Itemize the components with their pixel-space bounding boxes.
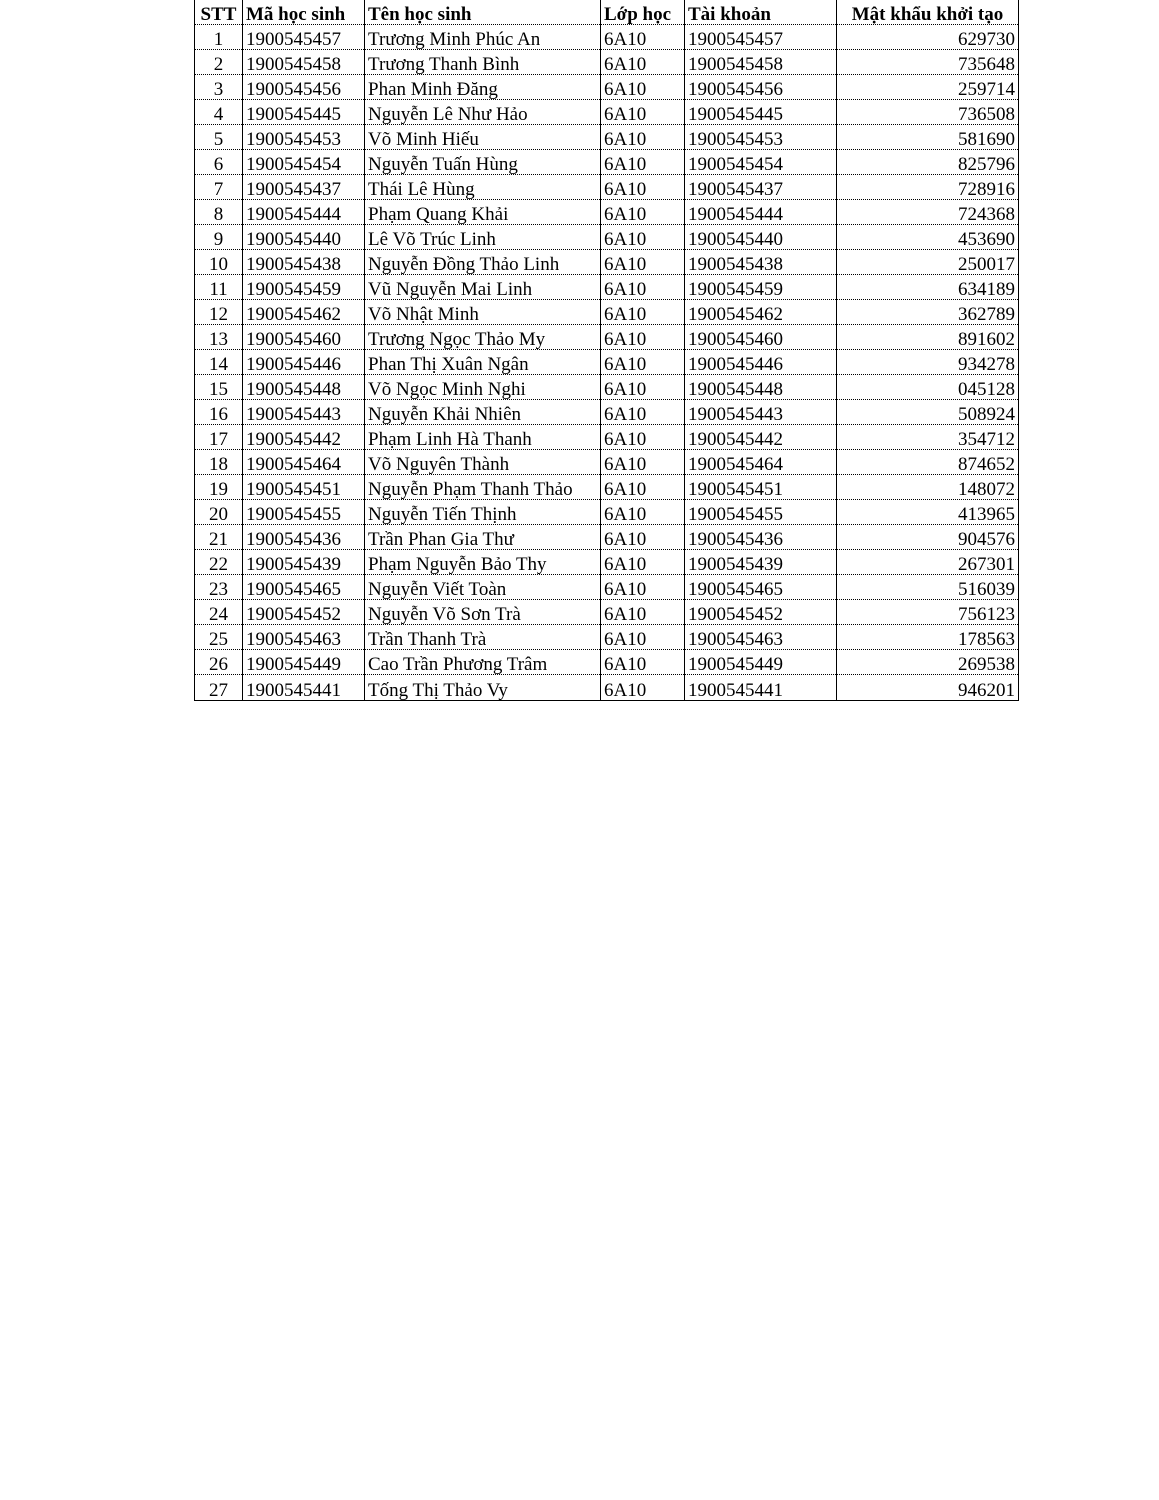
cell-student-name: Thái Lê Hùng <box>365 175 601 200</box>
cell-account: 1900545456 <box>685 75 837 100</box>
student-account-table <box>194 0 1019 701</box>
cell-student-code: 1900545464 <box>243 450 365 475</box>
cell-student-name: Trần Thanh Trà <box>365 625 601 650</box>
cell-initial-password: 267301 <box>837 550 1019 575</box>
cell-account: 1900545437 <box>685 175 837 200</box>
cell-student-code: 1900545453 <box>243 125 365 150</box>
cell-initial-password: 891602 <box>837 325 1019 350</box>
cell-initial-password: 269538 <box>837 650 1019 675</box>
cell-student-name: Nguyễn Tuấn Hùng <box>365 150 601 175</box>
cell-student-name: Nguyễn Khải Nhiên <box>365 400 601 425</box>
cell-initial-password: 874652 <box>837 450 1019 475</box>
cell-student-name: Võ Minh Hiếu <box>365 125 601 150</box>
table-row <box>195 450 1019 475</box>
cell-class: 6A10 <box>601 450 685 475</box>
table-row <box>195 125 1019 150</box>
cell-initial-password: 825796 <box>837 150 1019 175</box>
cell-student-code: 1900545441 <box>243 675 365 701</box>
cell-class: 6A10 <box>601 200 685 225</box>
table-row <box>195 650 1019 675</box>
cell-stt: 4 <box>195 100 243 125</box>
cell-account: 1900545448 <box>685 375 837 400</box>
cell-student-code: 1900545446 <box>243 350 365 375</box>
table-row <box>195 675 1019 701</box>
cell-account: 1900545445 <box>685 100 837 125</box>
table-row <box>195 50 1019 75</box>
cell-student-code: 1900545448 <box>243 375 365 400</box>
cell-initial-password: 178563 <box>837 625 1019 650</box>
cell-class: 6A10 <box>601 575 685 600</box>
cell-stt: 27 <box>195 675 243 701</box>
table-row <box>195 375 1019 400</box>
cell-account: 1900545440 <box>685 225 837 250</box>
cell-account: 1900545460 <box>685 325 837 350</box>
table-row <box>195 600 1019 625</box>
cell-stt: 10 <box>195 250 243 275</box>
table-row <box>195 275 1019 300</box>
cell-class: 6A10 <box>601 275 685 300</box>
cell-student-name: Phạm Quang Khải <box>365 200 601 225</box>
cell-stt: 26 <box>195 650 243 675</box>
cell-stt: 17 <box>195 425 243 450</box>
table-row <box>195 75 1019 100</box>
cell-class: 6A10 <box>601 500 685 525</box>
header-stt: STT <box>195 0 243 25</box>
cell-initial-password: 728916 <box>837 175 1019 200</box>
cell-student-code: 1900545443 <box>243 400 365 425</box>
table-row <box>195 350 1019 375</box>
header-row <box>195 0 1019 25</box>
table-row <box>195 625 1019 650</box>
cell-class: 6A10 <box>601 225 685 250</box>
cell-stt: 5 <box>195 125 243 150</box>
cell-initial-password: 148072 <box>837 475 1019 500</box>
cell-account: 1900545436 <box>685 525 837 550</box>
table-row <box>195 150 1019 175</box>
cell-account: 1900545462 <box>685 300 837 325</box>
cell-account: 1900545459 <box>685 275 837 300</box>
cell-class: 6A10 <box>601 150 685 175</box>
cell-initial-password: 354712 <box>837 425 1019 450</box>
cell-stt: 16 <box>195 400 243 425</box>
cell-student-code: 1900545452 <box>243 600 365 625</box>
cell-student-code: 1900545460 <box>243 325 365 350</box>
cell-account: 1900545458 <box>685 50 837 75</box>
cell-account: 1900545455 <box>685 500 837 525</box>
cell-stt: 7 <box>195 175 243 200</box>
cell-stt: 9 <box>195 225 243 250</box>
cell-student-name: Tống Thị Thảo Vy <box>365 675 601 701</box>
cell-student-name: Trương Thanh Bình <box>365 50 601 75</box>
cell-account: 1900545443 <box>685 400 837 425</box>
cell-initial-password: 413965 <box>837 500 1019 525</box>
cell-class: 6A10 <box>601 325 685 350</box>
cell-account: 1900545441 <box>685 675 837 701</box>
table-row <box>195 100 1019 125</box>
cell-account: 1900545453 <box>685 125 837 150</box>
cell-student-code: 1900545444 <box>243 200 365 225</box>
table-row <box>195 400 1019 425</box>
cell-stt: 13 <box>195 325 243 350</box>
cell-stt: 15 <box>195 375 243 400</box>
header-student-code: Mã học sinh <box>243 0 365 25</box>
cell-initial-password: 756123 <box>837 600 1019 625</box>
cell-class: 6A10 <box>601 675 685 701</box>
cell-stt: 14 <box>195 350 243 375</box>
header-class: Lớp học <box>601 0 685 25</box>
cell-student-code: 1900545442 <box>243 425 365 450</box>
cell-initial-password: 508924 <box>837 400 1019 425</box>
cell-stt: 8 <box>195 200 243 225</box>
table-row <box>195 200 1019 225</box>
cell-student-name: Võ Nhật Minh <box>365 300 601 325</box>
cell-stt: 2 <box>195 50 243 75</box>
table-row <box>195 525 1019 550</box>
cell-initial-password: 724368 <box>837 200 1019 225</box>
cell-stt: 12 <box>195 300 243 325</box>
cell-initial-password: 453690 <box>837 225 1019 250</box>
cell-account: 1900545452 <box>685 600 837 625</box>
cell-initial-password: 362789 <box>837 300 1019 325</box>
cell-stt: 1 <box>195 25 243 50</box>
cell-initial-password: 629730 <box>837 25 1019 50</box>
cell-stt: 19 <box>195 475 243 500</box>
cell-student-name: Phan Minh Đăng <box>365 75 601 100</box>
cell-class: 6A10 <box>601 125 685 150</box>
cell-stt: 25 <box>195 625 243 650</box>
cell-stt: 20 <box>195 500 243 525</box>
cell-stt: 6 <box>195 150 243 175</box>
cell-stt: 21 <box>195 525 243 550</box>
cell-initial-password: 516039 <box>837 575 1019 600</box>
cell-student-code: 1900545454 <box>243 150 365 175</box>
cell-student-name: Lê Võ Trúc Linh <box>365 225 601 250</box>
cell-class: 6A10 <box>601 425 685 450</box>
cell-account: 1900545451 <box>685 475 837 500</box>
cell-stt: 23 <box>195 575 243 600</box>
cell-student-name: Trần Phan Gia Thư <box>365 525 601 550</box>
header-account: Tài khoản <box>685 0 837 25</box>
cell-student-name: Nguyễn Phạm Thanh Thảo <box>365 475 601 500</box>
cell-student-name: Võ Ngọc Minh Nghi <box>365 375 601 400</box>
cell-class: 6A10 <box>601 625 685 650</box>
table-body <box>195 25 1019 701</box>
cell-class: 6A10 <box>601 550 685 575</box>
cell-stt: 24 <box>195 600 243 625</box>
cell-initial-password: 735648 <box>837 50 1019 75</box>
cell-account: 1900545465 <box>685 575 837 600</box>
cell-student-code: 1900545462 <box>243 300 365 325</box>
cell-account: 1900545463 <box>685 625 837 650</box>
cell-class: 6A10 <box>601 350 685 375</box>
cell-student-code: 1900545437 <box>243 175 365 200</box>
cell-initial-password: 934278 <box>837 350 1019 375</box>
cell-student-code: 1900545457 <box>243 25 365 50</box>
cell-class: 6A10 <box>601 50 685 75</box>
cell-student-name: Võ Nguyên Thành <box>365 450 601 475</box>
cell-class: 6A10 <box>601 250 685 275</box>
cell-class: 6A10 <box>601 400 685 425</box>
table-row <box>195 550 1019 575</box>
cell-student-name: Trương Minh Phúc An <box>365 25 601 50</box>
table-row <box>195 250 1019 275</box>
cell-student-code: 1900545439 <box>243 550 365 575</box>
cell-student-code: 1900545451 <box>243 475 365 500</box>
cell-student-code: 1900545436 <box>243 525 365 550</box>
table-row <box>195 25 1019 50</box>
table-header <box>195 0 1019 25</box>
cell-student-code: 1900545438 <box>243 250 365 275</box>
table-row <box>195 575 1019 600</box>
cell-class: 6A10 <box>601 600 685 625</box>
cell-account: 1900545464 <box>685 450 837 475</box>
cell-account: 1900545457 <box>685 25 837 50</box>
cell-student-code: 1900545458 <box>243 50 365 75</box>
cell-student-name: Nguyễn Lê Như Hảo <box>365 100 601 125</box>
cell-stt: 11 <box>195 275 243 300</box>
cell-initial-password: 581690 <box>837 125 1019 150</box>
cell-stt: 18 <box>195 450 243 475</box>
cell-student-name: Cao Trần Phương Trâm <box>365 650 601 675</box>
cell-student-name: Phạm Linh Hà Thanh <box>365 425 601 450</box>
cell-student-code: 1900545449 <box>243 650 365 675</box>
cell-account: 1900545442 <box>685 425 837 450</box>
cell-class: 6A10 <box>601 75 685 100</box>
cell-initial-password: 250017 <box>837 250 1019 275</box>
cell-class: 6A10 <box>601 25 685 50</box>
student-account-sheet <box>194 0 1018 701</box>
header-initial-password: Mật khẩu khởi tạo <box>837 0 1019 25</box>
cell-student-name: Nguyễn Võ Sơn Trà <box>365 600 601 625</box>
table-row <box>195 175 1019 200</box>
cell-student-code: 1900545465 <box>243 575 365 600</box>
cell-class: 6A10 <box>601 175 685 200</box>
cell-initial-password: 904576 <box>837 525 1019 550</box>
cell-student-name: Nguyễn Viết Toàn <box>365 575 601 600</box>
cell-initial-password: 946201 <box>837 675 1019 701</box>
cell-account: 1900545444 <box>685 200 837 225</box>
cell-student-name: Phạm Nguyễn Bảo Thy <box>365 550 601 575</box>
cell-stt: 3 <box>195 75 243 100</box>
cell-account: 1900545449 <box>685 650 837 675</box>
cell-account: 1900545439 <box>685 550 837 575</box>
cell-student-name: Nguyễn Tiến Thịnh <box>365 500 601 525</box>
table-row <box>195 300 1019 325</box>
cell-initial-password: 045128 <box>837 375 1019 400</box>
cell-student-name: Phan Thị Xuân Ngân <box>365 350 601 375</box>
cell-student-code: 1900545445 <box>243 100 365 125</box>
cell-class: 6A10 <box>601 375 685 400</box>
cell-account: 1900545454 <box>685 150 837 175</box>
cell-class: 6A10 <box>601 300 685 325</box>
cell-account: 1900545438 <box>685 250 837 275</box>
cell-class: 6A10 <box>601 650 685 675</box>
table-row <box>195 500 1019 525</box>
cell-initial-password: 259714 <box>837 75 1019 100</box>
cell-student-code: 1900545463 <box>243 625 365 650</box>
cell-student-name: Vũ Nguyễn Mai Linh <box>365 275 601 300</box>
table-row <box>195 325 1019 350</box>
header-student-name: Tên học sinh <box>365 0 601 25</box>
cell-student-name: Trương Ngọc Thảo My <box>365 325 601 350</box>
cell-student-code: 1900545456 <box>243 75 365 100</box>
cell-class: 6A10 <box>601 525 685 550</box>
cell-initial-password: 634189 <box>837 275 1019 300</box>
table-row <box>195 475 1019 500</box>
table-row <box>195 425 1019 450</box>
table-row <box>195 225 1019 250</box>
cell-class: 6A10 <box>601 475 685 500</box>
cell-stt: 22 <box>195 550 243 575</box>
cell-student-code: 1900545440 <box>243 225 365 250</box>
cell-account: 1900545446 <box>685 350 837 375</box>
cell-student-code: 1900545459 <box>243 275 365 300</box>
cell-initial-password: 736508 <box>837 100 1019 125</box>
cell-student-code: 1900545455 <box>243 500 365 525</box>
cell-class: 6A10 <box>601 100 685 125</box>
cell-student-name: Nguyễn Đồng Thảo Linh <box>365 250 601 275</box>
